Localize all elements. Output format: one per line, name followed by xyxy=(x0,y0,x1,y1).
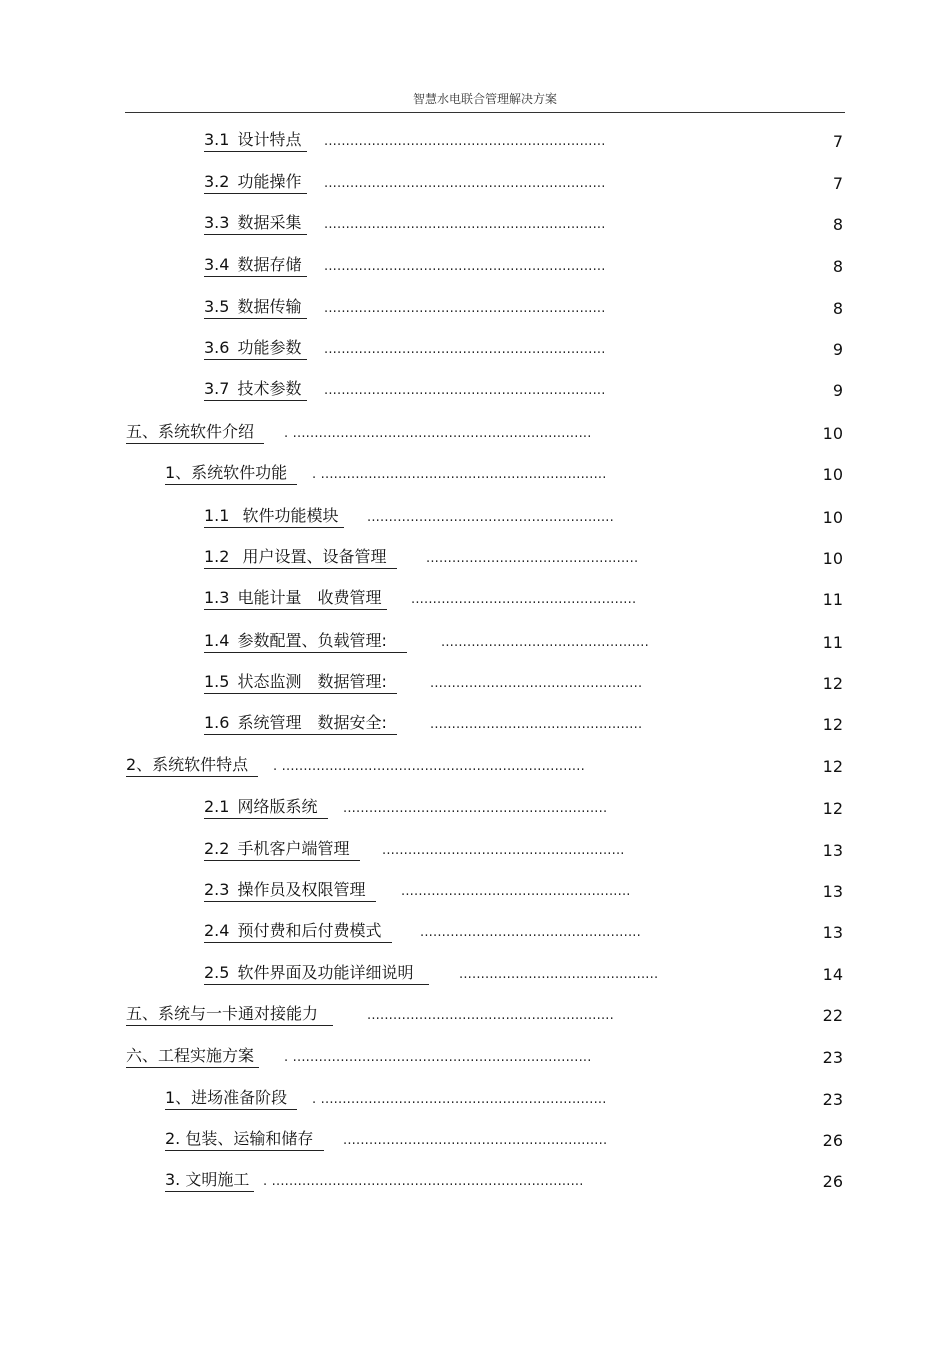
toc-entry-link[interactable]: 2.4 预付费和后付费模式 xyxy=(204,920,392,943)
toc-entry-link[interactable]: 2.5 软件界面及功能详细说明 xyxy=(204,962,429,985)
toc-entry-link[interactable]: 3.2 功能操作 xyxy=(204,171,307,194)
toc-entry-link[interactable]: 1.1 软件功能模块 xyxy=(204,505,344,528)
toc-leader-dots: ................................................................. xyxy=(324,217,606,232)
toc-entry[interactable] xyxy=(0,254,950,280)
toc-entry[interactable] xyxy=(0,962,950,988)
toc-leader-dots: . ..................................................................... xyxy=(284,426,592,441)
toc-page-number: 8 xyxy=(832,299,843,318)
toc-page-number: 8 xyxy=(832,215,843,234)
toc-page-number: 10 xyxy=(822,508,843,527)
toc-entry[interactable] xyxy=(0,630,950,656)
toc-entry[interactable] xyxy=(0,546,950,572)
toc-leader-dots: ............................................................. xyxy=(343,801,608,816)
toc-entry[interactable] xyxy=(0,754,950,780)
toc-entry[interactable] xyxy=(0,378,950,404)
toc-entry[interactable] xyxy=(0,462,950,488)
toc-leader-dots: .................................................... xyxy=(411,592,637,607)
toc-entry[interactable] xyxy=(0,171,950,197)
toc-leader-dots: ................................................................. xyxy=(324,259,606,274)
header-divider xyxy=(125,112,845,113)
toc-entry-link[interactable]: 2.3 操作员及权限管理 xyxy=(204,879,376,902)
toc-entry-link[interactable]: 3.7 技术参数 xyxy=(204,378,307,401)
toc-leader-dots: ................................................................. xyxy=(324,301,606,316)
toc-page-number: 26 xyxy=(822,1131,843,1150)
toc-entry-link[interactable]: 1.4 参数配置、负载管理: xyxy=(204,630,407,653)
toc-entry[interactable] xyxy=(0,212,950,238)
toc-entry[interactable] xyxy=(0,838,950,864)
toc-entry[interactable] xyxy=(0,296,950,322)
toc-page-number: 12 xyxy=(822,757,843,776)
toc-page-number: 23 xyxy=(822,1048,843,1067)
toc-entry[interactable] xyxy=(0,671,950,697)
toc-entry[interactable] xyxy=(0,920,950,946)
toc-leader-dots: ................................................ xyxy=(441,635,649,650)
toc-page-number: 11 xyxy=(822,633,843,652)
toc-entry-link[interactable]: 3. 文明施工 xyxy=(165,1169,254,1192)
toc-leader-dots: ................................................. xyxy=(430,676,643,691)
toc-entry[interactable] xyxy=(0,712,950,738)
toc-leader-dots: ................................................................. xyxy=(324,134,606,149)
toc-leader-dots: . .................................................................. xyxy=(312,1092,607,1107)
toc-page-number: 7 xyxy=(832,132,843,151)
toc-entry[interactable] xyxy=(0,796,950,822)
toc-entry[interactable] xyxy=(0,505,950,531)
toc-leader-dots: . ..................................................................... xyxy=(284,1050,592,1065)
toc-page-number: 14 xyxy=(822,965,843,984)
toc-entry-link[interactable]: 3.3 数据采集 xyxy=(204,212,307,235)
toc-page-number: 9 xyxy=(832,381,843,400)
toc-leader-dots: .............................................. xyxy=(459,967,659,982)
toc-leader-dots: ................................................................. xyxy=(324,383,606,398)
toc-page-number: 10 xyxy=(822,465,843,484)
toc-entry[interactable] xyxy=(0,129,950,155)
toc-entry-link[interactable]: 六、工程实施方案 xyxy=(126,1045,259,1068)
toc-page-number: 10 xyxy=(822,424,843,443)
toc-entry[interactable] xyxy=(0,587,950,613)
toc-page-number: 7 xyxy=(832,174,843,193)
toc-entry-link[interactable]: 2. 包装、运输和储存 xyxy=(165,1128,324,1151)
toc-page-number: 22 xyxy=(822,1006,843,1025)
toc-leader-dots: ............................................................. xyxy=(343,1133,608,1148)
toc-entry-link[interactable]: 3.1 设计特点 xyxy=(204,129,307,152)
toc-entry-link[interactable]: 3.6 功能参数 xyxy=(204,337,307,360)
toc-entry[interactable] xyxy=(0,1128,950,1154)
toc-leader-dots: ................................................... xyxy=(420,925,641,940)
toc-entry[interactable] xyxy=(0,421,950,447)
toc-leader-dots: ................................................. xyxy=(430,717,643,732)
toc-page-number: 26 xyxy=(822,1172,843,1191)
toc-leader-dots: . ...................................................................... xyxy=(273,759,585,774)
toc-page-number: 12 xyxy=(822,674,843,693)
toc-leader-dots: ......................................................... xyxy=(367,1008,614,1023)
toc-page-number: 23 xyxy=(822,1090,843,1109)
toc-leader-dots: ................................................................. xyxy=(324,342,606,357)
toc-entry-link[interactable]: 1、进场准备阶段 xyxy=(165,1087,297,1110)
toc-entry-link[interactable]: 2.1 网络版系统 xyxy=(204,796,328,819)
toc-entry-link[interactable]: 2、系统软件特点 xyxy=(126,754,258,777)
toc-entry-link[interactable]: 1、系统软件功能 xyxy=(165,462,297,485)
toc-entry-link[interactable]: 2.2 手机客户端管理 xyxy=(204,838,360,861)
toc-entry-link[interactable]: 五、系统与一卡通对接能力 xyxy=(126,1003,333,1026)
toc-entry-link[interactable]: 3.4 数据存储 xyxy=(204,254,307,277)
toc-page-number: 8 xyxy=(832,257,843,276)
toc-entry-link[interactable]: 1.2 用户设置、设备管理 xyxy=(204,546,397,569)
toc-entry[interactable] xyxy=(0,337,950,363)
toc-page-number: 13 xyxy=(822,923,843,942)
toc-entry-link[interactable]: 3.5 数据传输 xyxy=(204,296,307,319)
toc-page-number: 12 xyxy=(822,715,843,734)
toc-entry[interactable] xyxy=(0,1003,950,1029)
toc-entry-link[interactable]: 1.3 电能计量 收费管理 xyxy=(204,587,387,610)
toc-leader-dots: ................................................................. xyxy=(324,176,606,191)
page-header: 智慧水电联合管理解决方案 xyxy=(412,92,557,106)
toc-page-number: 13 xyxy=(822,882,843,901)
toc-leader-dots: ..................................................... xyxy=(401,884,631,899)
toc-page-number: 10 xyxy=(822,549,843,568)
toc-entry[interactable] xyxy=(0,1169,950,1195)
toc-entry[interactable] xyxy=(0,879,950,905)
toc-leader-dots: . ........................................................................ xyxy=(263,1174,584,1189)
toc-page-number: 12 xyxy=(822,799,843,818)
toc-page-number: 9 xyxy=(832,340,843,359)
toc-entry[interactable] xyxy=(0,1045,950,1071)
toc-entry[interactable] xyxy=(0,1087,950,1113)
toc-entry-link[interactable]: 五、系统软件介绍 xyxy=(126,421,264,444)
toc-leader-dots: ........................................................ xyxy=(382,843,625,858)
toc-page-number: 13 xyxy=(822,841,843,860)
toc-entry-link[interactable]: 1.6 系统管理 数据安全: xyxy=(204,712,397,735)
toc-leader-dots: ......................................................... xyxy=(367,510,614,525)
toc-leader-dots: ................................................. xyxy=(426,551,639,566)
toc-entry-link[interactable]: 1.5 状态监测 数据管理: xyxy=(204,671,397,694)
toc-leader-dots: . .................................................................. xyxy=(312,467,607,482)
toc-page-number: 11 xyxy=(822,590,843,609)
